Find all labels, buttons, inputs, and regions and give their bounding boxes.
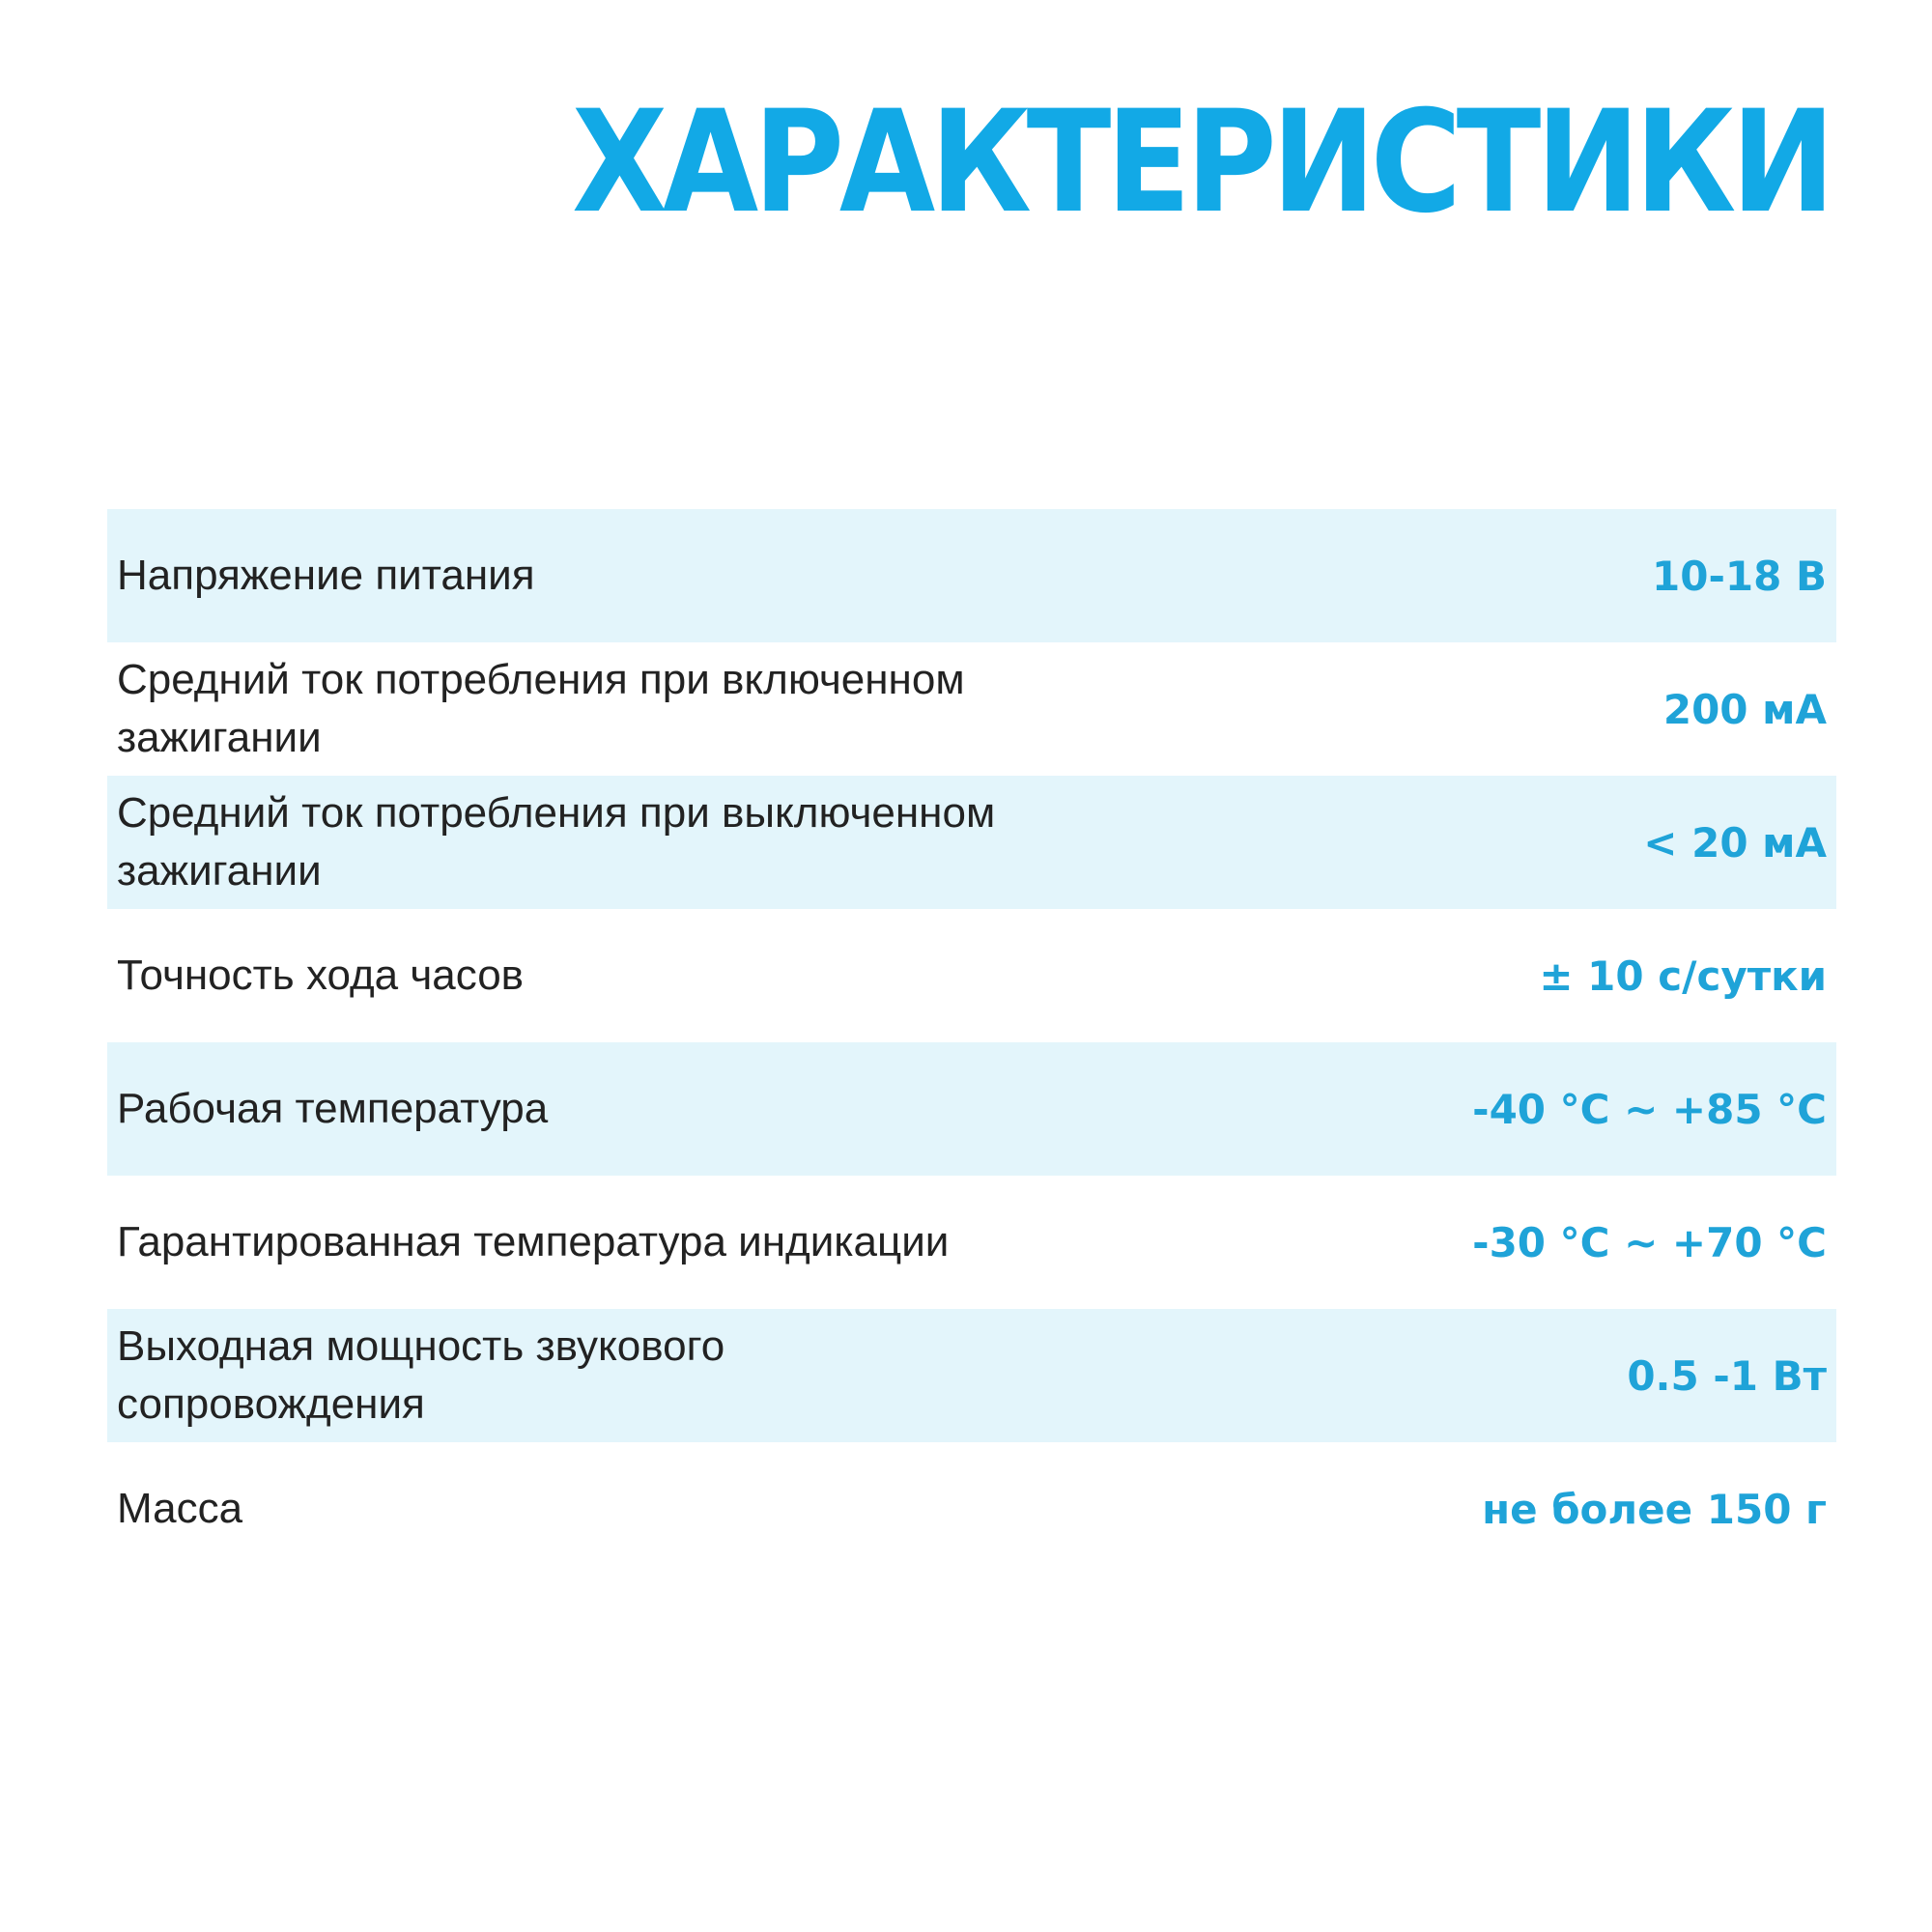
spec-row-current-ignition-on: [107, 642, 1836, 776]
spec-value: < 20 мА: [1643, 818, 1827, 867]
spec-value: -30 °C ~ +70 °C: [1472, 1218, 1827, 1266]
spec-value: 10-18 В: [1652, 552, 1827, 600]
spec-label: Средний ток потребления при включенном зажигании: [117, 656, 965, 761]
spec-row-weight: [107, 1442, 1836, 1576]
spec-label: Масса: [117, 1485, 243, 1532]
spec-label: Напряжение питания: [117, 552, 535, 599]
spec-label: Гарантированная температура индикации: [117, 1218, 950, 1265]
spec-row-operating-temperature: [107, 1042, 1836, 1176]
spec-value: ± 10 с/сутки: [1539, 952, 1827, 1000]
spec-value: -40 °C ~ +85 °C: [1472, 1085, 1827, 1133]
spec-row-clock-accuracy: [107, 909, 1836, 1042]
spec-value: не более 150 г: [1482, 1485, 1827, 1533]
spec-label: Рабочая температура: [117, 1085, 549, 1132]
spec-value: 0.5 -1 Вт: [1627, 1351, 1827, 1400]
page-title: ХАРАКТЕРИСТИКИ: [572, 80, 1831, 244]
spec-row-audio-output-power: [107, 1309, 1836, 1442]
spec-table: [107, 509, 1836, 1576]
spec-label: Выходная мощность звукового сопровождения: [117, 1322, 725, 1428]
spec-value: 200 мА: [1662, 685, 1827, 733]
spec-label: Точность хода часов: [117, 952, 525, 999]
spec-label: Средний ток потребления при выключенном зажигании: [117, 789, 996, 895]
spec-row-supply-voltage: [107, 509, 1836, 642]
spec-row-current-ignition-off: [107, 776, 1836, 909]
spec-row-display-temperature: [107, 1176, 1836, 1309]
